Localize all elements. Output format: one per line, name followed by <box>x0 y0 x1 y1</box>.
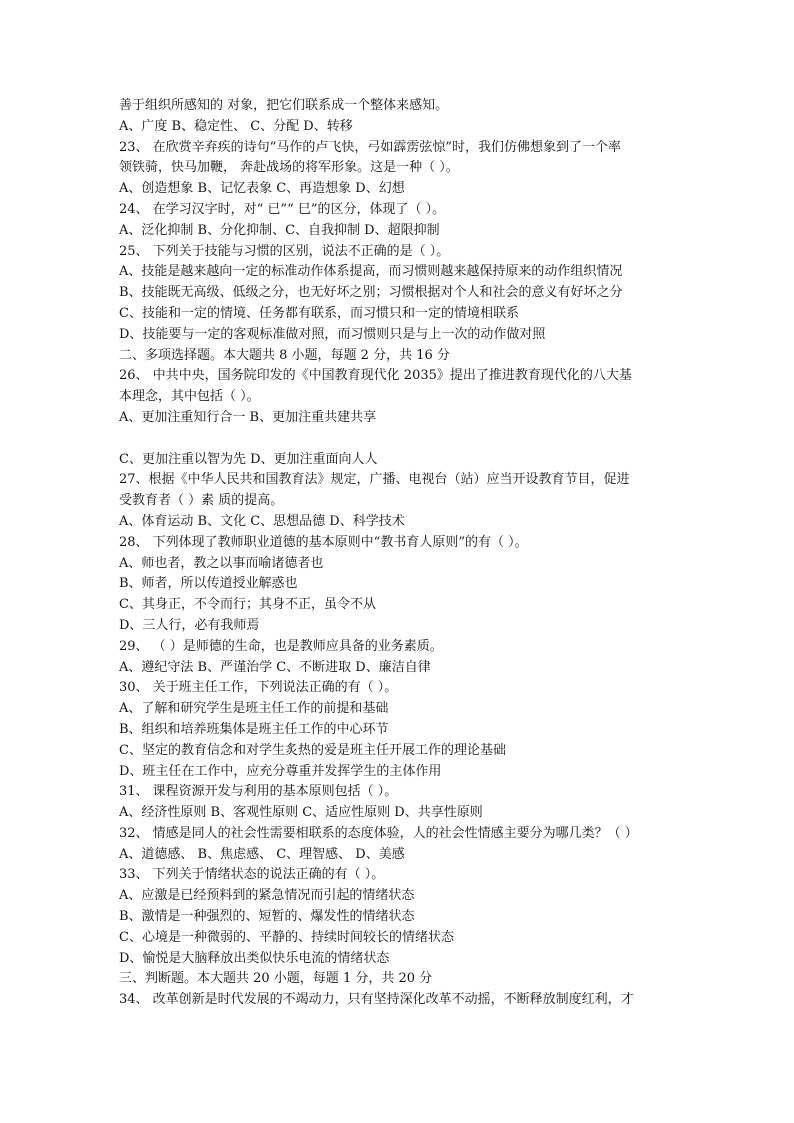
text-line: 领铁骑，快马加鞭， 奔赴战场的将军形象。这是一种（ ）。 <box>119 160 459 176</box>
question-25: 25、 下列关于技能与习惯的区别，说法不正确的是（ ）。 <box>119 243 450 259</box>
options-line: A、道德感、 B、焦虑感、 C、理智感、 D、美感 <box>119 846 405 862</box>
text-line: 受教育者（ ）素 质的提高。 <box>119 493 284 509</box>
question-24: 24、 在学习汉字时，对“ 已”“ 巳”的区分，体现了（ ）。 <box>119 201 446 217</box>
option-a: A、师也者，教之以事而喻诸德者也 <box>119 555 324 571</box>
question-28: 28、 下列体现了教师职业道德的基本原则中“教书育人原则”的有（ ）。 <box>119 534 528 550</box>
option-c: C、心境是一种微弱的、平静的、持续时间较长的情绪状态 <box>119 929 454 945</box>
question-34: 34、 改革创新是时代发展的不竭动力，只有坚持深化改革不动摇，不断释放制度红利，才 <box>119 992 634 1008</box>
options-line: A、遵纪守法 B、严谨治学 C、不断进取 D、廉洁自律 <box>119 659 431 675</box>
option-b: B、组织和培养班集体是班主任工作的中心环节 <box>119 721 389 737</box>
options-line: A、经济性原则 B、客观性原则 C、适应性原则 D、共享性原则 <box>119 805 483 821</box>
option-b: B、激情是一种强烈的、短暂的、爆发性的情绪状态 <box>119 909 415 925</box>
question-26: 26、 中共中央，国务院印发的《中国教育现代化 2035》提出了推进教育现代化的八大基 <box>119 368 632 384</box>
question-30: 30、 关于班主任工作，下列说法正确的有（ ）。 <box>119 680 398 696</box>
option-b: B、技能既无高级、低级之分，也无好坏之别；习惯根据对个人和社会的意义有好坏之分 <box>119 285 623 301</box>
question-32: 32、 情感是同人的社会性需要相联系的态度体验，人的社会性情感主要分为哪几类？（ ） <box>119 825 638 841</box>
options-line: A、泛化抑制 B、分化抑制、C、自我抑制 D、超限抑制 <box>119 222 440 238</box>
section-heading-multiple-choice: 二、多项选择题。本大题共 8 小题，每题 2 分，共 16 分 <box>119 347 450 363</box>
blank-line <box>119 429 685 450</box>
option-d: D、班主任在工作中，应充分尊重并发挥学生的主体作用 <box>119 763 442 779</box>
section-heading-true-false: 三、判断题。本大题共 20 小题，每题 1 分，共 20 分 <box>119 971 433 987</box>
option-c: C、其身正，不令而行；其身不正，虽令不从 <box>119 597 376 613</box>
option-c: C、技能和一定的情境、任务都有联系，而习惯只和一定的情境相联系 <box>119 305 519 321</box>
question-27: 27、根据《中华人民共和国教育法》规定，广播、电视台（站）应当开设教育节目，促进 <box>119 472 630 488</box>
option-a: A、技能是越来越向一定的标准动作体系提高，而习惯则越来越保持原来的动作组织情况 <box>119 264 623 280</box>
document-body <box>119 96 685 1011</box>
option-a: A、了解和研究学生是班主任工作的前提和基础 <box>119 701 389 717</box>
text-line: 善于组织所感知的 对象，把它们联系成一个整体来感知。 <box>119 98 449 113</box>
option-d: D、愉悦是大脑释放出类似快乐电流的情绪状态 <box>119 950 390 966</box>
option-a: A、应激是已经预料到的紧急情况而引起的情绪状态 <box>119 888 415 904</box>
options-line: A、更加注重知行合一 B、更加注重共建共享 <box>119 409 377 425</box>
options-line: A、体育运动 B、文化 C、思想品德 D、科学技术 <box>119 513 405 529</box>
text-line: 本理念，其中包括（ ）。 <box>119 389 260 405</box>
question-33: 33、 下列关于情绪状态的说法正确的有（ ）。 <box>119 867 385 883</box>
options-line: A、创造想象 B、记忆表象 C、再造想象 D、幻想 <box>119 181 405 197</box>
options-line: C、更加注重以智为先 D、更加注重面向人人 <box>119 451 378 467</box>
option-d: D、技能要与一定的客观标准做对照，而习惯则只是与上一次的动作做对照 <box>119 326 546 342</box>
question-29: 29、 （ ）是师德的生命，也是教师应具备的业务素质。 <box>119 638 443 654</box>
option-b: B、师者，所以传道授业解惑也 <box>119 576 298 592</box>
question-23: 23、 在欣赏辛弃疾的诗句“马作的卢飞快，弓如霹雳弦惊”时，我们仿佛想象到了一个率 <box>119 139 621 155</box>
options-line: A、广度 B、稳定性、 C、分配 D、转移 <box>119 118 353 134</box>
option-c: C、坚定的教育信念和对学生炙热的爱是班主任开展工作的理论基础 <box>119 742 506 758</box>
option-d: D、三人行，必有我师焉 <box>119 617 260 633</box>
question-31: 31、 课程资源开发与利用的基本原则包括（ ）。 <box>119 784 398 800</box>
